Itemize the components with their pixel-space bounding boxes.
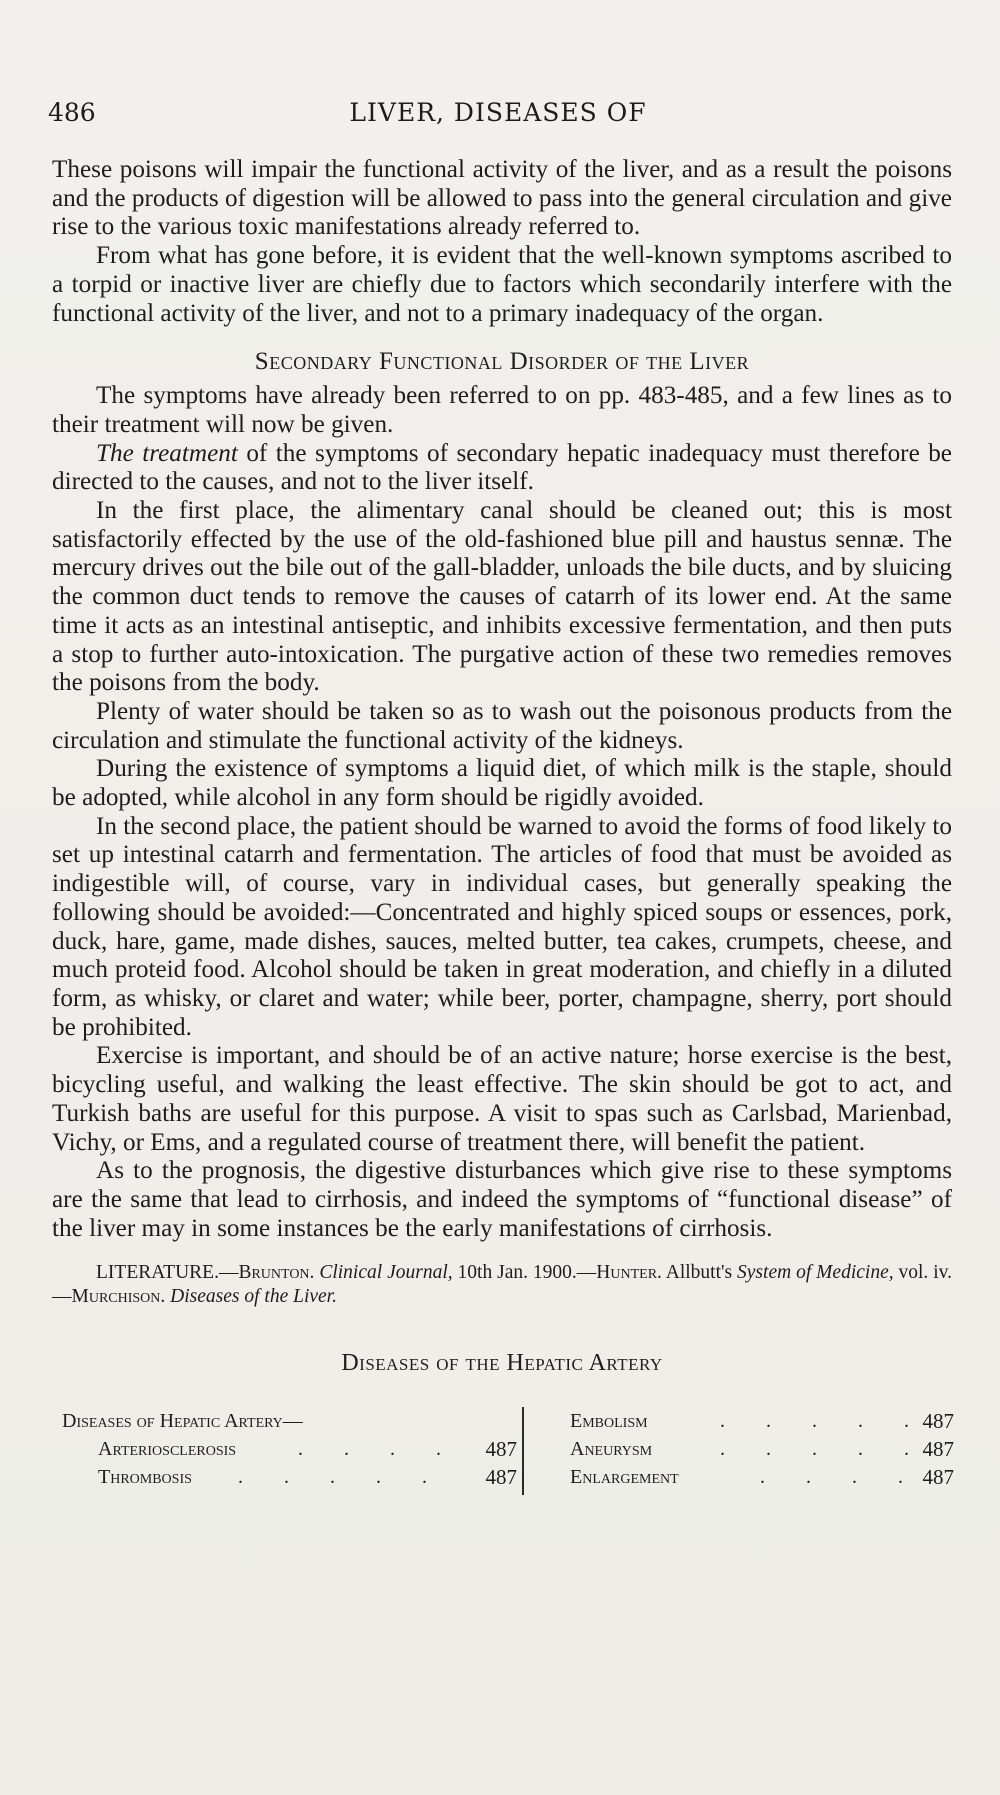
paragraph: Exercise is important, and should be of an active nature; horse exercise is the best, bicycling useful, and walking the least effective. The skin should be got to act, and Turkish baths are useful for this purpose. A visit to spas such as Carlsbad, Marienbad, Vichy, or Ems, and a regulated course of treatment there, will benefit the patient.: [52, 1042, 952, 1156]
index-column-right: [570, 1407, 954, 1491]
index-entry: [570, 1407, 954, 1435]
index-entry-page: 487: [922, 1437, 954, 1462]
index-title: Diseases of Hepatic Artery—: [62, 1410, 303, 1433]
index-column-left: [62, 1407, 517, 1491]
index-entry-label: Aneurysm: [570, 1438, 653, 1461]
index-entry-leader: . . . .: [760, 1466, 921, 1489]
paragraph: In the first place, the alimentary canal should be cleaned out; this is most satisfactorily effected by the use of the old-fashioned blue pill and haustus sennæ. The mercury drives out the bile out of the gall-bladder, unloads the bile ducts, and by sluicing the common duct tends to remove the causes of catarrh of its lower end. At the same time it acts as an intestinal antiseptic, and inhibits excessive fermentation, and then puts a stop to further auto-intoxication. The purgative action of these two remedies removes the poisons from the body.: [52, 497, 952, 697]
page-number: 486: [48, 98, 96, 127]
literature-label: LITERATURE.—: [96, 1262, 239, 1284]
index-entry-leader: . . . . .: [238, 1466, 445, 1489]
paragraph-text: of the symptoms of secondary hepatic inadequacy must therefore be directed to the causes, and not to the liver itself.: [52, 439, 952, 496]
paragraph: In the second place, the patient should be warned to avoid the forms of food likely to set up intestinal catarrh and fermentation. The articles of food that must be avoided as indigestible will, of course, vary in individual cases, but generally speaking the following should be avoided:—Concentrated and highly spiced soups or essences, pork, duck, hare, game, made dishes, sauces, melted butter, tea cakes, crumpets, cheese, and much proteid food. Alcohol should be taken in great moderation, and chiefly in a diluted form, as whisky, or claret and water; while beer, porter, champagne, sherry, port should be prohibited.: [52, 812, 952, 1041]
index-entry-page: 487: [922, 1409, 954, 1434]
paragraph: During the existence of symptoms a liquid diet, of which milk is the staple, should be adopted, while alcohol in any form should be rigidly avoided.: [52, 755, 952, 812]
reference-author: Murchison.: [71, 1286, 166, 1308]
index-entry-leader: . . . .: [298, 1438, 459, 1461]
reference-author: Hunter.: [596, 1262, 662, 1284]
page-header: [48, 98, 948, 138]
reference-title: Clinical Journal,: [319, 1262, 453, 1284]
index-entry-page: 487: [485, 1437, 517, 1462]
index-entry-label: Thrombosis: [98, 1466, 192, 1489]
reference-author: Brunton.: [238, 1262, 315, 1284]
hepatic-artery-heading: Diseases of the Hepatic Artery: [341, 1350, 663, 1377]
index-entry: [62, 1435, 517, 1463]
section-heading: Secondary Functional Disorder of the Liver: [254, 348, 750, 376]
paragraph: Plenty of water should be taken so as to wash out the poisonous products from the circulation and stimulate the functional activity of the kidneys.: [52, 697, 952, 754]
paragraph: As to the prognosis, the digestive disturbances which give rise to these symptoms are the same that lead to cirrhosis, and indeed the symptoms of “functional disease” of the liver may in some instances be the early manifestations of cirrhosis.: [52, 1157, 952, 1242]
paragraph: These poisons will impair the functional activity of the liver, and as a result the poisons and the products of digestion will be allowed to pass into the general circulation and give rise to the various toxic manifestations already referred to.: [52, 156, 952, 241]
literature-references: [52, 1261, 952, 1309]
index-entry-page: 487: [922, 1465, 954, 1490]
reference-detail: Allbutt's: [661, 1262, 738, 1284]
index-entry: [570, 1463, 954, 1491]
italic-lead: The treatment: [96, 439, 238, 467]
running-title: LIVER, DISEASES OF: [349, 98, 647, 127]
reference-detail: 10th Jan. 1900.—: [452, 1262, 597, 1284]
body-text: [52, 156, 952, 1497]
paragraph: From what has gone before, it is evident that the well-known symptoms ascribed to a torpid or inactive liver are chiefly due to factors which secondarily interfere with the functional activity of the liver, and not to a primary inadequacy of the organ.: [52, 242, 952, 327]
paragraph: The symptoms have already been referred to on pp. 483-485, and a few lines as to their treatment will now be given.: [52, 382, 952, 438]
index-entry-leader: . . . . .: [720, 1438, 927, 1461]
index-entry-label: Embolism: [570, 1410, 648, 1433]
reference-title: System of Medicine,: [737, 1262, 894, 1284]
reference-detail: vol. iv.—: [52, 1262, 952, 1308]
index-entry-label: Arteriosclerosis: [98, 1438, 237, 1461]
index-entry-leader: . . . . .: [720, 1410, 927, 1433]
reference-title: Diseases of the Liver.: [170, 1286, 337, 1308]
index-entry: [62, 1463, 517, 1491]
contents-index: [52, 1401, 952, 1497]
column-divider: [522, 1407, 524, 1495]
index-entry: [570, 1435, 954, 1463]
paragraph: [52, 440, 952, 497]
index-entry-page: 487: [485, 1465, 517, 1490]
index-entry-label: Enlargement: [570, 1466, 679, 1489]
